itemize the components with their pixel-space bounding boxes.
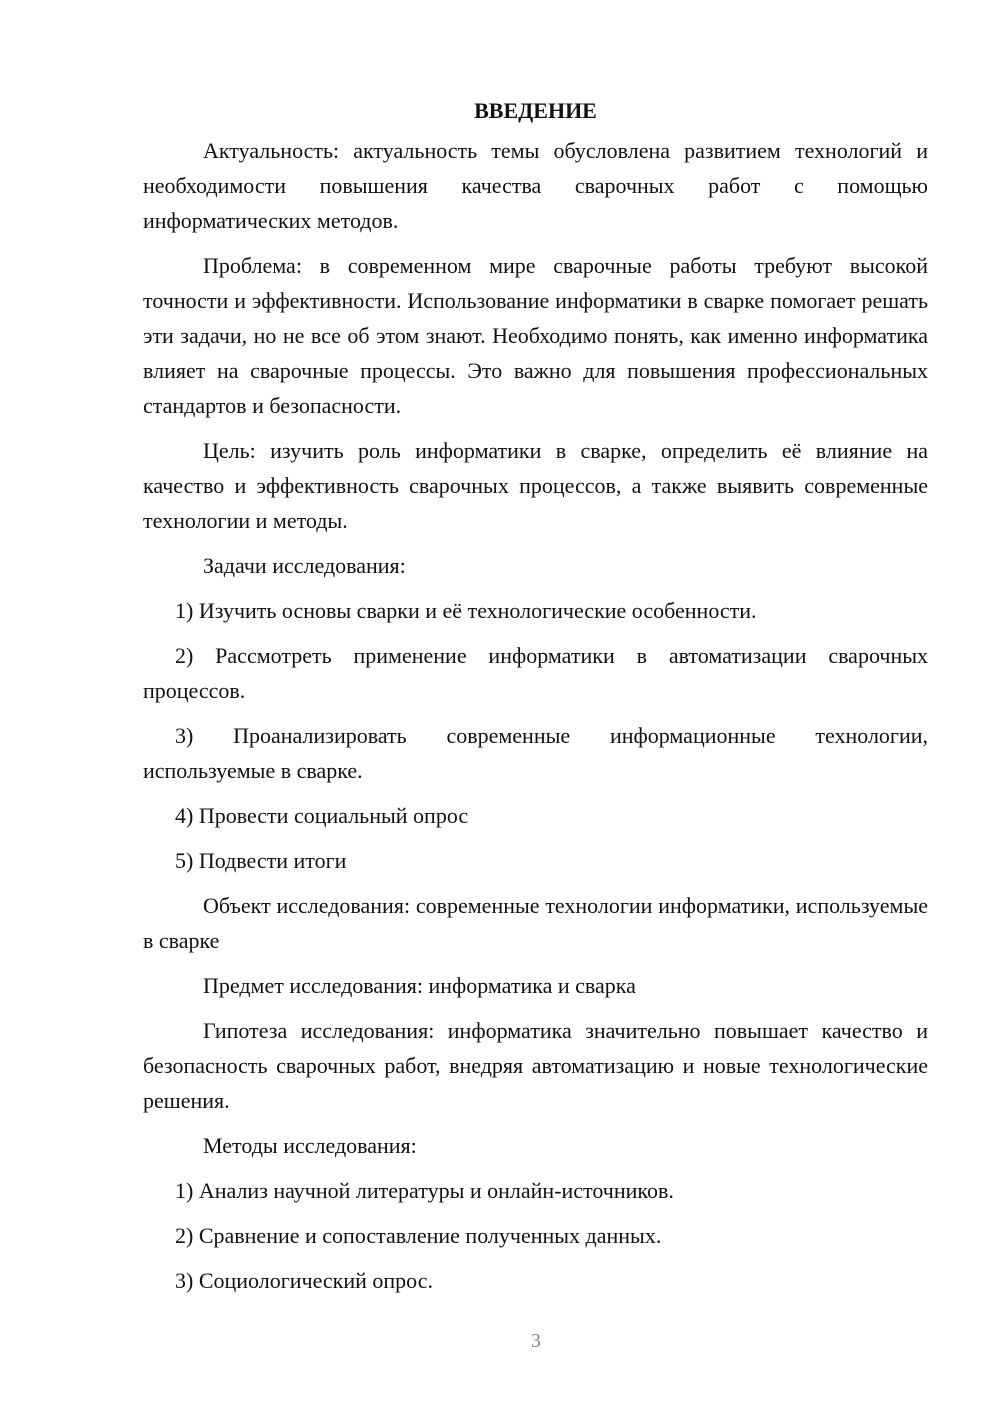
list-item-task-4: 4) Провести социальный опрос — [175, 803, 469, 828]
paragraph-object: Объект исследования: современные технологии информатики, используемые в сварке — [143, 893, 928, 953]
paragraph-methods-heading: Методы исследования: — [203, 1133, 417, 1158]
page-number: 3 — [531, 1330, 541, 1352]
paragraph-hypothesis: Гипотеза исследования: информатика значительно повышает качество и безопасность сварочных работ, внедряя автоматизацию и новые технологические решения. — [143, 1018, 928, 1113]
page-title: ВВЕДЕНИЕ — [474, 98, 597, 123]
page-content — [143, 93, 928, 1308]
paragraph-problem: Проблема: в современном мире сварочные работы требуют высокой точности и эффективности. Использование информатики в сварке помогает решать эти задачи, но не все об этом знают. Необходимо понять, как именно информатика влияет на сварочные процессы. Это важно для повышения профессиональных стандартов и безопасности. — [143, 253, 928, 418]
list-item-method-3: 3) Социологический опрос. — [175, 1268, 433, 1293]
paragraph-subject: Предмет исследования: информатика и сварка — [203, 973, 636, 998]
paragraph-goal: Цель: изучить роль информатики в сварке, определить её влияние на качество и эффективность сварочных процессов, а также выявить современные технологии и методы. — [143, 438, 928, 533]
paragraph-tasks-heading: Задачи исследования: — [203, 553, 406, 578]
list-item-task-2: 2) Рассмотреть применение информатики в автоматизации сварочных процессов. — [143, 643, 928, 703]
list-item-method-2: 2) Сравнение и сопоставление полученных данных. — [175, 1223, 662, 1248]
list-item-task-1: 1) Изучить основы сварки и её технологические особенности. — [175, 598, 757, 623]
list-item-task-5: 5) Подвести итоги — [175, 848, 347, 873]
paragraph-relevance: Актуальность: актуальность темы обусловлена развитием технологий и необходимости повышения качества сварочных работ с помощью информатических методов. — [143, 138, 928, 233]
list-item-method-1: 1) Анализ научной литературы и онлайн-источников. — [175, 1178, 674, 1203]
list-item-task-3: 3) Проанализировать современные информационные технологии, используемые в сварке. — [143, 723, 928, 783]
